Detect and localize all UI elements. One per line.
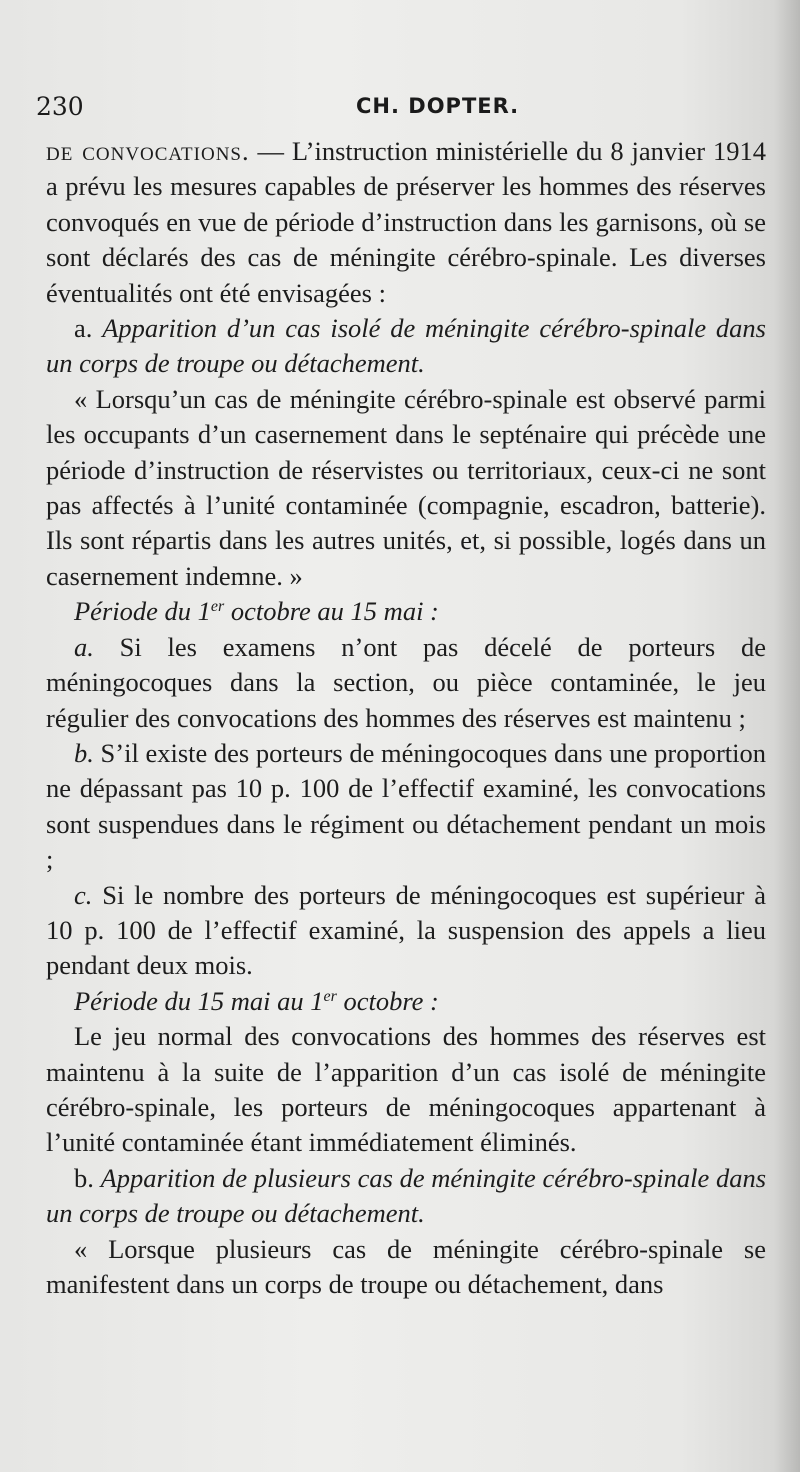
list-text: S’il existe des porteurs de méningocoques dans une proportion ne dépassant pas 10 p. 100 de l’effectif examiné, les convocations sont suspendues dans le régiment ou détachement pendant un mois ; xyxy=(46,737,766,875)
list-text: Si les examens n’ont pas décelé de porteurs de méningocoques dans la section, ou pièce contaminée, le jeu régulier des convocations des hommes des réserves est maintenu ; xyxy=(46,631,766,733)
subheading-text: Apparition de plusieurs cas de méningite cérébro-spinale dans un corps de troupe ou détachement. xyxy=(46,1162,767,1229)
subheading-text: Apparition d’un cas isolé de méningite cérébro-spinale dans un corps de troupe ou détachement. xyxy=(46,313,766,379)
subheading-isolated-case xyxy=(46,311,766,382)
period-heading-may-oct: Période du 15 mai au 1er octobre : xyxy=(74,985,439,1016)
section-lead-smallcaps: de convocations. xyxy=(46,136,250,166)
paragraph-normal-play: Le jeu normal des convocations des hommes des réserves est maintenu à la suite de l’apparition d’un cas isolé de méningite cérébro-spinale, les porteurs de méningocoques appartenant à l’unité contaminée étant immédiatement éliminés. xyxy=(46,1021,766,1158)
list-label: a. xyxy=(74,631,94,662)
subheading-label: b. xyxy=(74,1162,101,1193)
list-item-a xyxy=(46,630,766,736)
list-label: b. xyxy=(74,737,94,768)
quoted-paragraph-continued: « Lorsque plusieurs cas de méningite cérébro-spinale se manifestent dans un corps de troupe ou détachement, dans xyxy=(46,1233,766,1299)
paragraph-text: — L’instruction ministérielle du 8 janvier 1914 a prévu les mesures capables de préserver les hommes des réserves convoqués en vue de période d’instruction dans les garnisons, où se sont déclarés des cas de méningite cérébro-spinale. Les diverses éventualités ont été envisagées : xyxy=(46,136,766,308)
running-head: CH. DOPTER. xyxy=(356,94,520,118)
page-header xyxy=(36,92,764,132)
list-item-c xyxy=(46,878,766,984)
list-label: c. xyxy=(74,879,93,910)
subheading-label: a. xyxy=(74,313,103,344)
page-edge-shadow xyxy=(774,0,800,1472)
page-number: 230 xyxy=(36,92,84,121)
quoted-paragraph: « Lorsqu’un cas de méningite cérébro-spinale est observé parmi les occupants d’un casernement dans le septénaire qui précède une période d’instruction de réservistes ou territoriaux, ceux-ci ne sont pas affectés à l’unité contaminée (compagnie, escadron, batterie). Ils sont répartis dans les autres unités, et, si possible, logés dans un casernement indemne. » xyxy=(46,383,766,591)
list-item-b xyxy=(46,736,766,878)
subheading-multiple-cases xyxy=(46,1161,766,1232)
paragraph-convocations xyxy=(46,134,766,311)
list-text: Si le nombre des porteurs de méningocoques est supérieur à 10 p. 100 de l’effectif examiné, la suspension des appels a lieu pendant deux mois. xyxy=(46,879,766,981)
body-text xyxy=(46,134,766,1302)
period-heading-oct-may: Période du 1er octobre au 15 mai : xyxy=(74,596,439,627)
